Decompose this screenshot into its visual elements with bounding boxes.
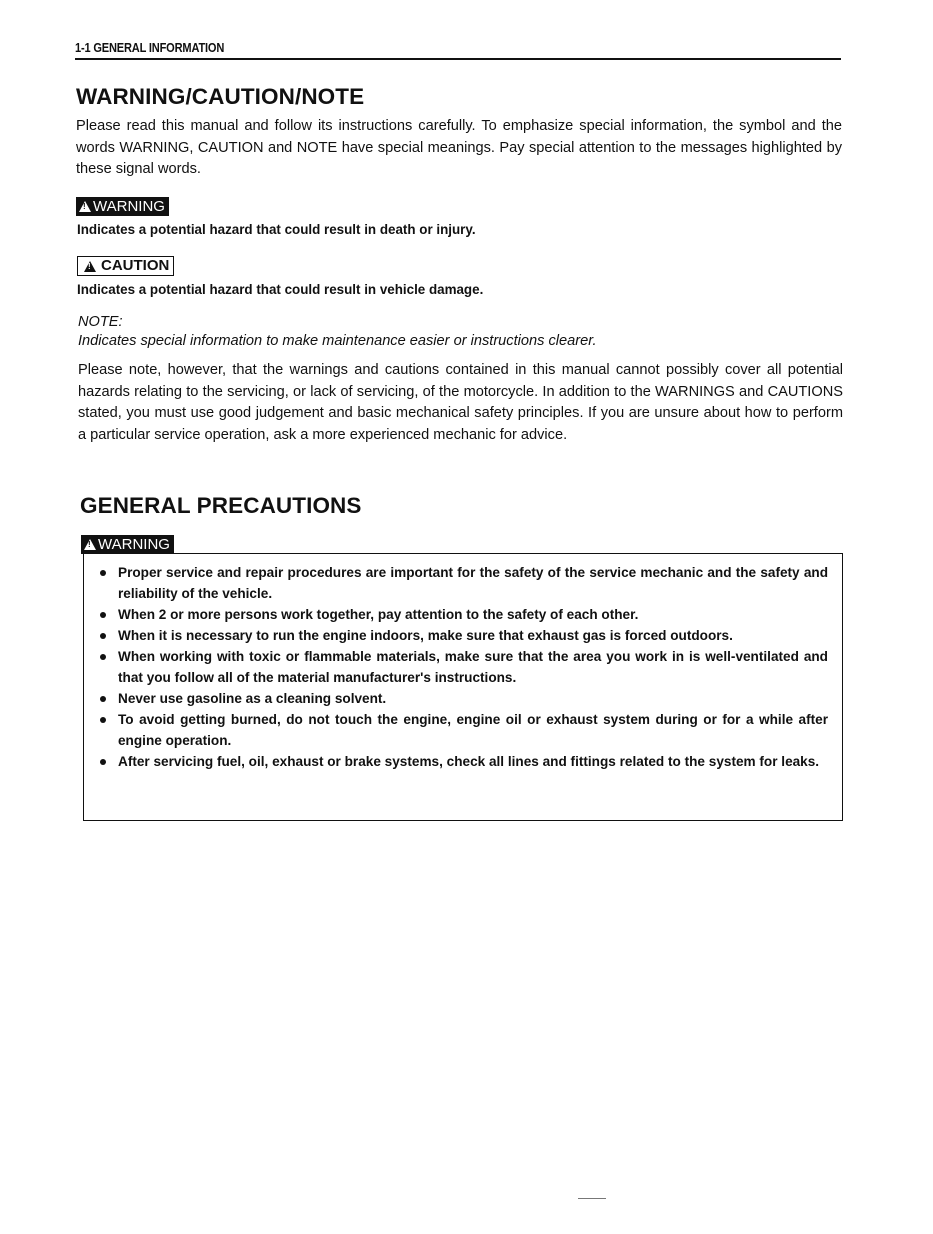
footer-scan-mark: [578, 1198, 606, 1199]
precautions-warning-triangle-icon: [84, 539, 96, 550]
list-item-text: To avoid getting burned, do not touch the engine, engine oil or exhaust system during or for a while after engine operation.: [118, 712, 828, 748]
bullet-icon: [100, 717, 106, 723]
list-item: [100, 688, 828, 709]
note-definition: Indicates special information to make maintenance easier or instructions clearer.: [78, 333, 597, 349]
bullet-icon: [100, 654, 106, 660]
closing-paragraph: Please note, however, that the warnings and cautions contained in this manual cannot possibly cover all potential hazards relating to the servicing, or lack of servicing, of the motorcycle. In addition to the WARNINGS and CAUTIONS stated, you must use good judgement and basic mechanical safety principles. If you are unsure about how to perform a particular service operation, ask a more experienced mechanic for advice.: [78, 362, 843, 443]
warning-signal-label: [76, 197, 169, 216]
precautions-warning-text: WARNING: [98, 536, 170, 553]
running-header-title: 1-1 GENERAL INFORMATION: [75, 40, 225, 55]
list-item-text: Never use gasoline as a cleaning solvent.: [118, 691, 387, 706]
caution-triangle-icon: [84, 261, 96, 272]
list-item-text: When working with toxic or flammable materials, make sure that the area you work in is well-ventilated and that you follow all of the material manufacturer's instructions.: [118, 649, 828, 685]
precautions-warning-label: [81, 535, 174, 554]
list-item-text: Proper service and repair procedures are important for the safety of the service mechanic and the safety and reliability of the vehicle.: [118, 565, 828, 601]
section-title-general-precautions: GENERAL PRECAUTIONS: [80, 493, 362, 518]
bullet-icon: [100, 696, 106, 702]
bullet-icon: [100, 633, 106, 639]
caution-signal-label: [77, 256, 174, 276]
caution-signal-text: CAUTION: [101, 257, 170, 274]
note-label: NOTE:: [78, 314, 123, 330]
list-item-text: When 2 or more persons work together, pay attention to the safety of each other.: [118, 607, 639, 622]
list-item: [100, 646, 828, 688]
list-item: [100, 562, 828, 604]
list-item: [100, 751, 828, 772]
warning-triangle-icon: [79, 201, 91, 212]
bullet-icon: [100, 570, 106, 576]
warning-definition: Indicates a potential hazard that could result in death or injury.: [77, 222, 476, 237]
list-item-text: After servicing fuel, oil, exhaust or brake systems, check all lines and fittings related to the system for leaks.: [118, 754, 820, 769]
caution-definition: Indicates a potential hazard that could result in vehicle damage.: [77, 282, 484, 297]
running-header: [75, 40, 841, 60]
precautions-list: [100, 562, 828, 772]
list-item: [100, 625, 828, 646]
bullet-icon: [100, 759, 106, 765]
warning-signal-text: WARNING: [93, 198, 165, 215]
bullet-icon: [100, 612, 106, 618]
list-item: [100, 604, 828, 625]
list-item-text: When it is necessary to run the engine indoors, make sure that exhaust gas is forced outdoors.: [118, 628, 733, 643]
intro-paragraph: Please read this manual and follow its instructions carefully. To emphasize special information, the symbol and the words WARNING, CAUTION and NOTE have special meanings. Pay special attention to the messages highlighted by these signal words.: [76, 118, 842, 177]
list-item: [100, 709, 828, 751]
section-title-warning-caution-note: WARNING/CAUTION/NOTE: [76, 84, 365, 109]
